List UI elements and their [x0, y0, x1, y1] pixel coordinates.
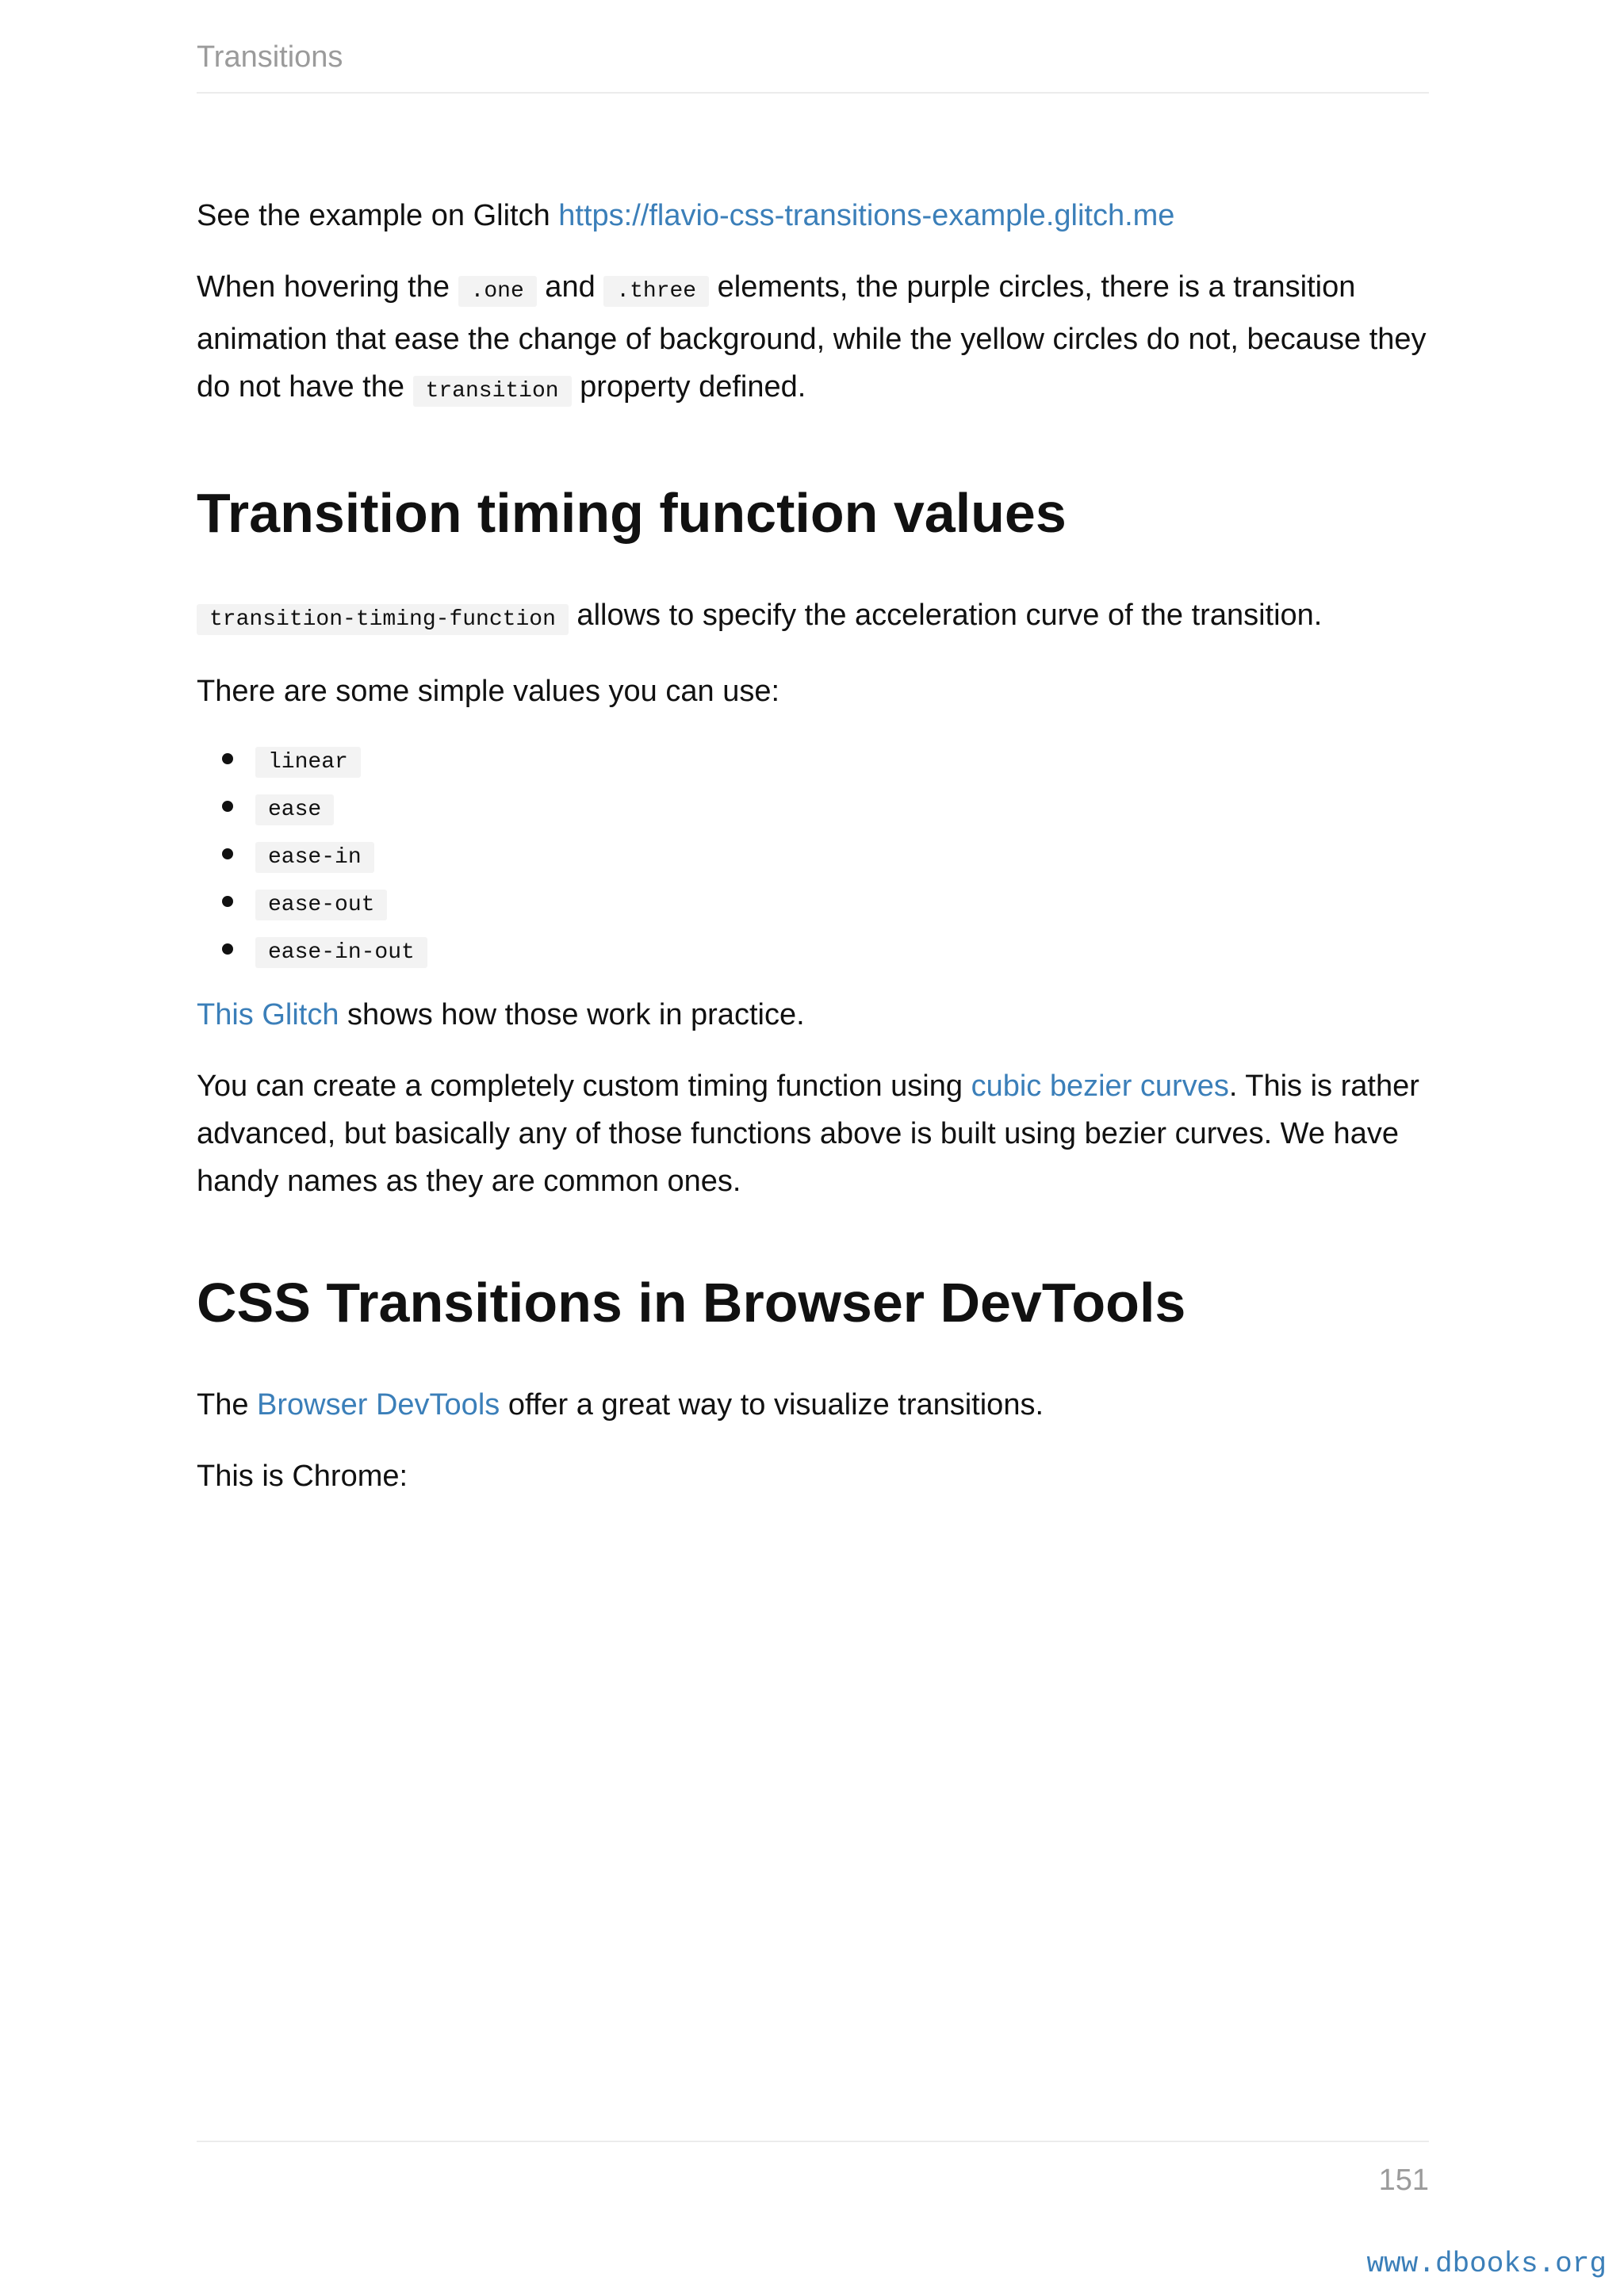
code-ease: ease	[255, 794, 334, 825]
paragraph-text: elements, the purple circles, there is a transition animation that ease the change of background, while the yellow circles do not, because they do not have the	[197, 270, 1427, 404]
list-item	[197, 734, 1429, 782]
paragraph-simple-values: There are some simple values you can use:	[197, 675, 780, 708]
code-three: .three	[603, 276, 709, 307]
bullet-icon	[222, 753, 233, 764]
list-item	[197, 782, 1429, 829]
glitch-example-link[interactable]: https://flavio-css-transitions-example.glitch.me	[558, 199, 1175, 232]
running-header: Transitions	[197, 40, 343, 74]
bullet-icon	[222, 848, 233, 859]
browser-devtools-link[interactable]: Browser DevTools	[257, 1388, 500, 1422]
timing-values-list	[197, 734, 1429, 972]
paragraph-this-glitch	[197, 991, 1429, 1039]
code-ease-in-out: ease-in-out	[255, 937, 427, 968]
page-number: 151	[1378, 2164, 1429, 2197]
watermark-link[interactable]: www.dbooks.org	[1366, 2248, 1607, 2280]
header-divider	[197, 92, 1429, 94]
code-one: .one	[458, 276, 537, 307]
cubic-bezier-link[interactable]: cubic bezier curves	[971, 1070, 1229, 1103]
paragraph-timing-function	[197, 591, 1429, 644]
paragraph-text: The	[197, 1388, 258, 1422]
paragraph-devtools	[197, 1381, 1429, 1429]
list-item	[197, 829, 1429, 877]
paragraph-cubic-bezier	[197, 1062, 1429, 1205]
bullet-icon	[222, 896, 233, 907]
code-ease-out: ease-out	[255, 890, 387, 920]
paragraph-text: You can create a completely custom timing function using	[197, 1070, 971, 1103]
footer-divider	[197, 2141, 1429, 2142]
list-item	[197, 924, 1429, 972]
paragraph-text: . This is rather advanced, but basically any of those functions above is built using bezier curves. We have handy names as they are common ones.	[197, 1070, 1419, 1198]
list-item	[197, 877, 1429, 924]
paragraph-text: offer a great way to visualize transitions.	[500, 1388, 1044, 1422]
code-linear: linear	[255, 747, 361, 778]
paragraph-hover-explanation	[197, 263, 1429, 415]
paragraph-chrome: This is Chrome:	[197, 1460, 408, 1493]
bullet-icon	[222, 943, 233, 955]
page-content	[197, 192, 1429, 1500]
paragraph-text: See the example on Glitch	[197, 199, 559, 232]
paragraph-text: allows to specify the acceleration curve of the transition.	[568, 599, 1323, 632]
paragraph-text: property defined.	[571, 370, 806, 404]
code-transition-timing-function: transition-timing-function	[197, 604, 569, 635]
this-glitch-link[interactable]: This Glitch	[197, 998, 339, 1031]
paragraph-text: and	[536, 270, 604, 304]
paragraph-text: When hovering the	[197, 270, 458, 304]
heading-timing-function-values: Transition timing function values	[197, 482, 1067, 544]
code-ease-in: ease-in	[255, 842, 374, 873]
paragraph-example-link	[197, 192, 1429, 239]
heading-devtools: CSS Transitions in Browser DevTools	[197, 1272, 1186, 1334]
code-transition: transition	[413, 376, 572, 407]
paragraph-text: shows how those work in practice.	[339, 998, 805, 1031]
bullet-icon	[222, 801, 233, 812]
